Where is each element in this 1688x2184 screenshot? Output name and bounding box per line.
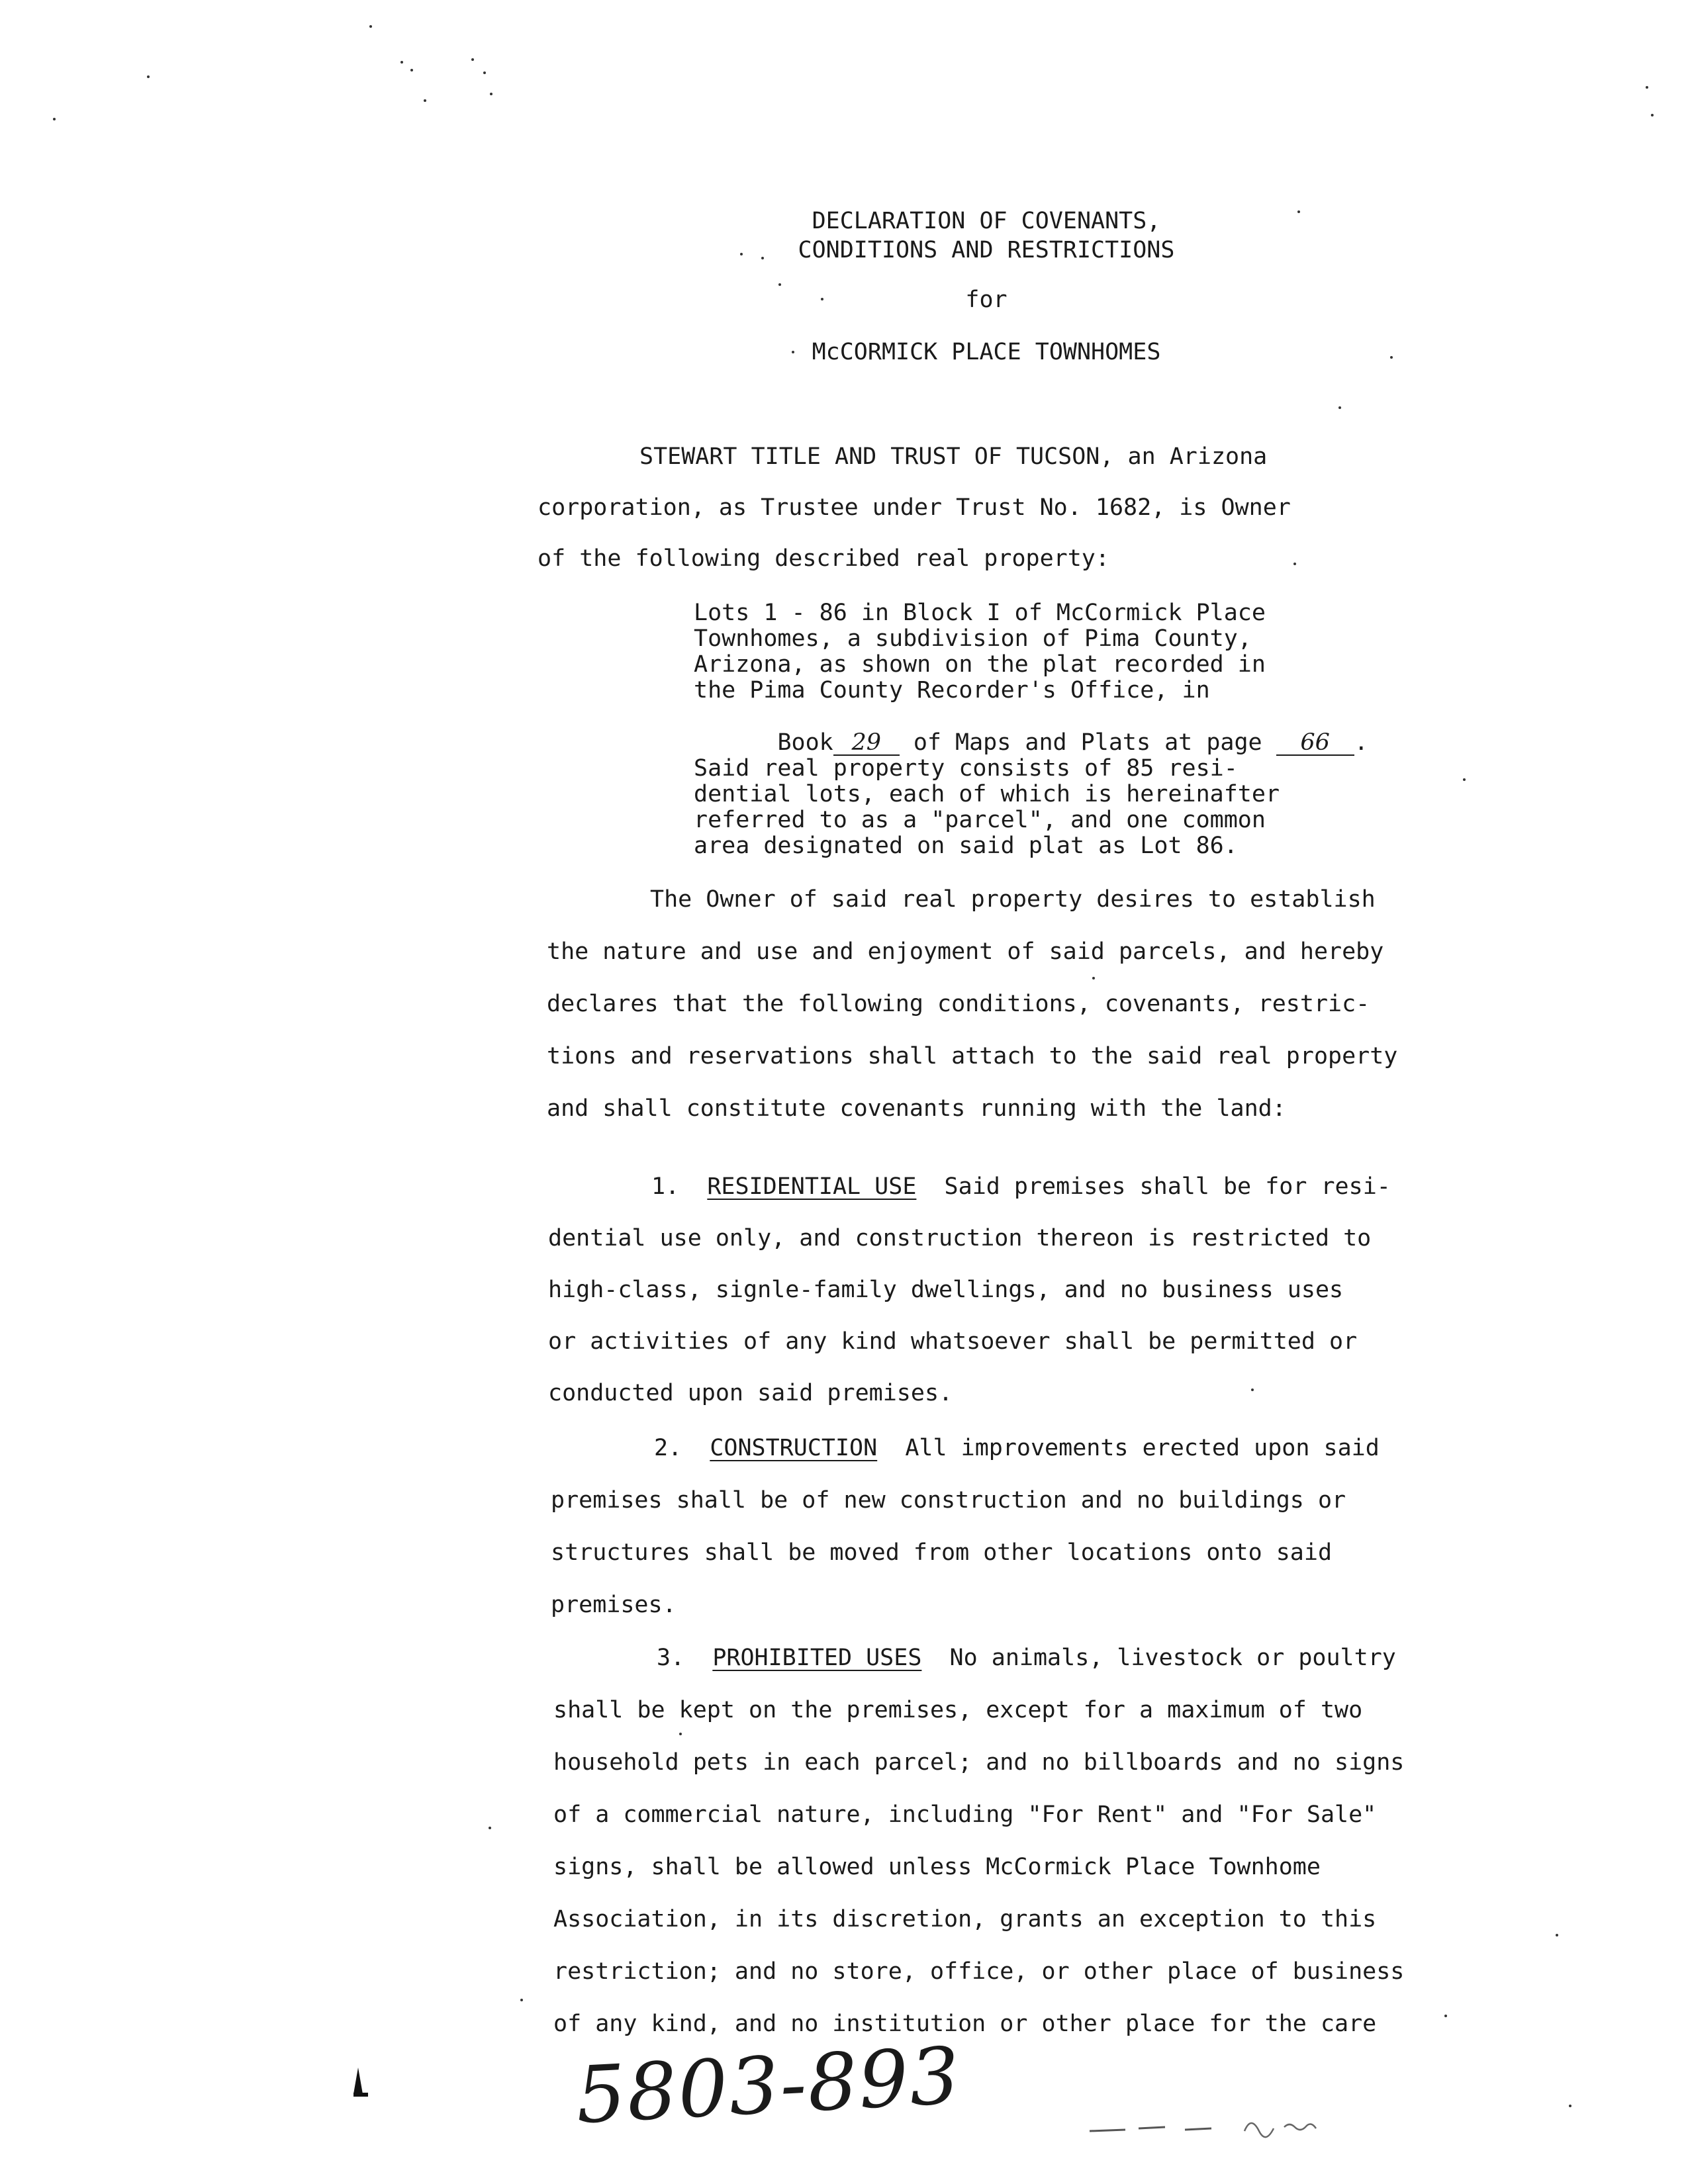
handwritten-docket-number: 5803-893 bbox=[573, 2029, 963, 2142]
section-first-line bbox=[654, 1435, 1380, 1461]
book-middle-text: of Maps and Plats at page bbox=[913, 729, 1262, 756]
title-line: for bbox=[965, 287, 1008, 313]
text-line: household pets in each parcel; and no billboards and no signs bbox=[553, 1749, 1405, 1776]
page-number-handwritten: 66 bbox=[1276, 731, 1354, 756]
text-line: high-class, signle-family dwellings, and no business uses bbox=[548, 1277, 1344, 1303]
section-heading: PROHIBITED USES bbox=[712, 1645, 922, 1671]
title-line: DECLARATION OF COVENANTS, bbox=[812, 208, 1161, 234]
book-number-handwritten: 29 bbox=[833, 731, 900, 756]
text-line: Association, in its discretion, grants an exception to this bbox=[553, 1906, 1377, 1933]
text-line: shall be kept on the premises, except for a maximum of two bbox=[553, 1697, 1363, 1723]
text-line: The Owner of said real property desires to establish bbox=[650, 886, 1376, 913]
section-number: 2. bbox=[654, 1435, 682, 1461]
text-line: of the following described real property: bbox=[538, 545, 1109, 572]
text-line: conducted upon said premises. bbox=[548, 1380, 953, 1406]
section-number: 3. bbox=[657, 1645, 685, 1671]
text-line: Arizona, as shown on the plat recorded in bbox=[694, 651, 1266, 678]
text-line: Lots 1 - 86 in Block I of McCormick Place bbox=[694, 600, 1266, 626]
text-line: the Pima County Recorder's Office, in bbox=[694, 677, 1210, 704]
text-line: premises. bbox=[551, 1592, 677, 1618]
text-line: restriction; and no store, office, or other place of business bbox=[553, 1958, 1405, 1985]
section-first-line bbox=[657, 1645, 1396, 1671]
text-line: corporation, as Trustee under Trust No. 1682, is Owner bbox=[538, 494, 1291, 521]
text-line: referred to as a "parcel", and one common bbox=[694, 807, 1266, 833]
text-line: of any kind, and no institution or other place for the care bbox=[553, 2011, 1377, 2037]
text-line: the nature and use and enjoyment of said parcels, and hereby bbox=[547, 938, 1384, 965]
text-line: of a commercial nature, including "For Rent" and "For Sale" bbox=[553, 1801, 1377, 1828]
title-line: CONDITIONS AND RESTRICTIONS bbox=[798, 237, 1175, 263]
text-line: tions and reservations shall attach to the said real property bbox=[547, 1043, 1398, 1069]
book-suffix: . bbox=[1354, 729, 1368, 756]
section-heading: RESIDENTIAL USE bbox=[707, 1173, 917, 1200]
text-line: premises shall be of new construction and no buildings or bbox=[551, 1487, 1346, 1514]
text-line: dential use only, and construction thereon is restricted to bbox=[548, 1225, 1372, 1251]
faint-recorder-marks bbox=[1086, 2105, 1364, 2144]
section-heading: CONSTRUCTION bbox=[710, 1435, 878, 1461]
text-line: Said real property consists of 85 resi- bbox=[694, 755, 1238, 782]
section-first-line bbox=[651, 1173, 1391, 1200]
text-line: Townhomes, a subdivision of Pima County, bbox=[694, 625, 1252, 652]
text-line: signs, shall be allowed unless McCormick Place Townhome bbox=[553, 1854, 1321, 1880]
text-line: structures shall be moved from other locations onto said bbox=[551, 1539, 1333, 1566]
book-prefix: Book bbox=[777, 729, 833, 756]
text-line: or activities of any kind whatsoever shall be permitted or bbox=[548, 1328, 1358, 1355]
section-number: 1. bbox=[651, 1173, 680, 1200]
text-line: STEWART TITLE AND TRUST OF TUCSON, an Arizona bbox=[639, 443, 1268, 470]
section-text: All improvements erected upon said bbox=[905, 1435, 1380, 1461]
text-line: and shall constitute covenants running with the land: bbox=[547, 1095, 1286, 1122]
section-text: No animals, livestock or poultry bbox=[949, 1645, 1396, 1671]
title-line: McCORMICK PLACE TOWNHOMES bbox=[812, 339, 1161, 365]
text-line: area designated on said plat as Lot 86. bbox=[694, 833, 1238, 859]
text-line: dential lots, each of which is hereinafter bbox=[694, 781, 1280, 807]
text-line: declares that the following conditions, covenants, restric- bbox=[547, 991, 1370, 1017]
section-text: Said premises shall be for resi- bbox=[944, 1173, 1391, 1200]
